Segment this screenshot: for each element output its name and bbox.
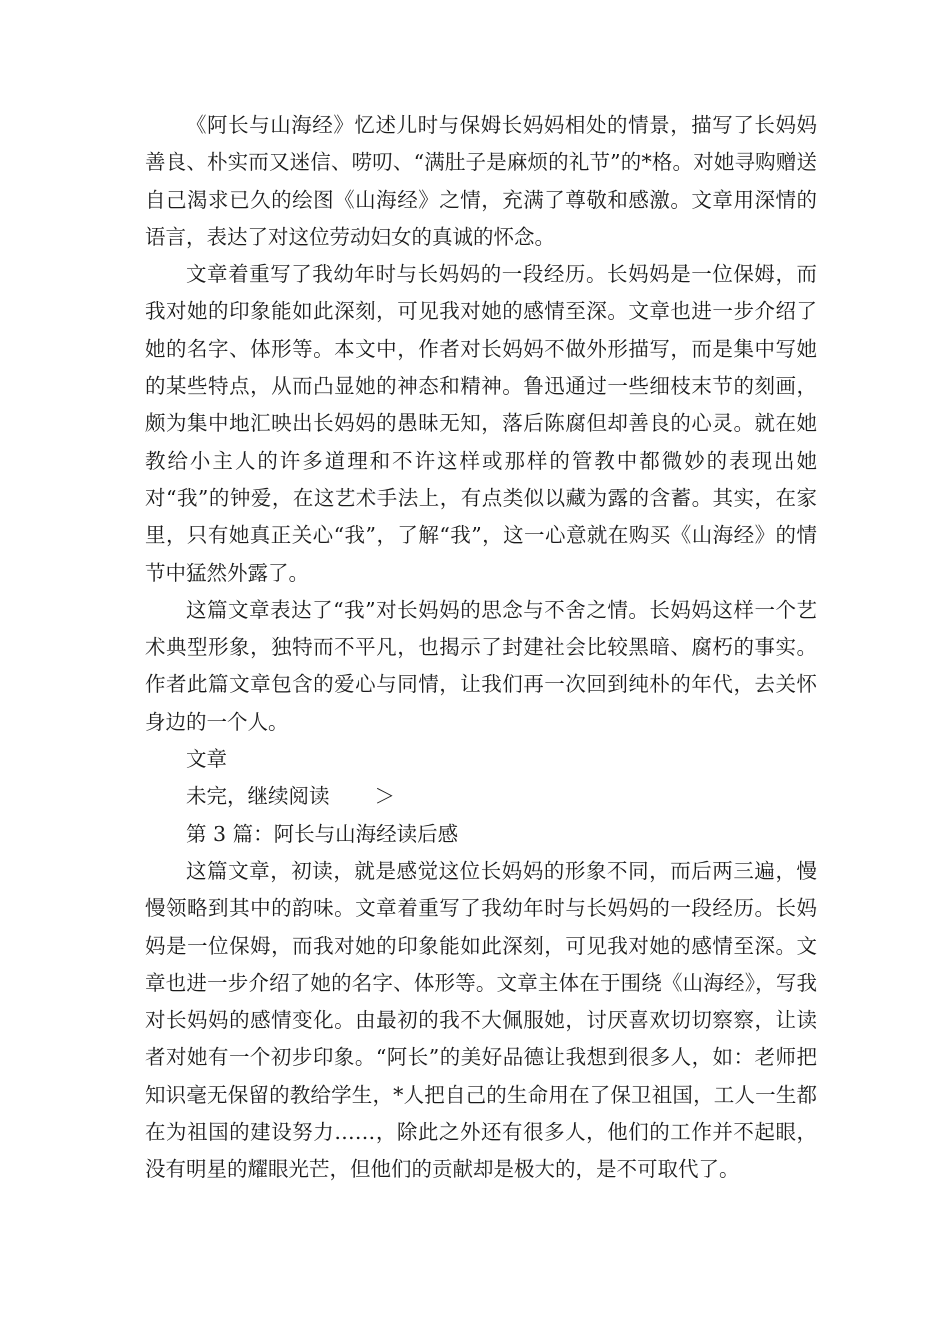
chevron-right-icon: ＞ [374,784,395,809]
article-body [145,107,817,1189]
article-label: 文章 [186,747,227,772]
section-title: 第 3 篇：阿长与山海经读后感 [186,821,459,846]
paragraph-theme: 这篇文章表达了“我”对长妈妈的思念与不舍之情。长妈妈这样一个艺术典型形象，独特而不平凡，也揭示了封建社会比较黑暗、腐朽的事实。作者此篇文章包含的爱心与同情，让我们再一次回到纯朴的年代，去关怀身边的一个人。 [145,597,817,734]
read-more-link[interactable] [145,778,817,815]
paragraph-summary: 《阿长与山海经》忆述儿时与保姆长妈妈相处的情景，描写了长妈妈善良、朴实而又迷信、唠叨、“满肚子是麻烦的礼节”的*格。对她寻购赠送自己渴求已久的绘图《山海经》之情，充满了尊敬和感激。文章用深情的语言，表达了对这位劳动妇女的真诚的怀念。 [145,113,817,249]
paragraph-analysis: 文章着重写了我幼年时与长妈妈的一段经历。长妈妈是一位保姆，而我对她的印象能如此深刻，可见我对她的感情至深。文章也进一步介绍了她的名字、体形等。本文中，作者对长妈妈不做外形描写，而是集中写她的某些特点，从而凸显她的神态和精神。鲁迅通过一些细枝末节的刻画，颇为集中地汇映出长妈妈的愚昧无知，落后陈腐但却善良的心灵。就在她教给小主人的许多道理和不许这样或那样的管教中都微妙的表现出她对“我”的钟爱，在这艺术手法上，有点类似以藏为露的含蓄。其实，在家里，只有她真正关心“我”，了解“我”，这一心意就在购买《山海经》的情节中猛然外露了。 [145,262,817,585]
paragraph-reflection: 这篇文章，初读，就是感觉这位长妈妈的形象不同，而后两三遍，慢慢领略到其中的韵味。文章着重写了我幼年时与长妈妈的一段经历。长妈妈是一位保姆，而我对她的印象能如此深刻，可见我对她的感情至深。文章也进一步介绍了她的名字、体形等。文章主体在于围绕《山海经》，写我对长妈妈的感情变化。由最初的我不大佩服她，讨厌喜欢切切察察，让读者对她有一个初步印象。“阿长”的美好品德让我想到很多人，如：老师把知识毫无保留的教给学生，*人把自己的生命用在了保卫祖国，工人一生都在为祖国的建设努力……，除此之外还有很多人，他们的工作并不起眼，没有明星的耀眼光芒，但他们的贡献却是极大的，是不可取代了。 [145,858,817,1182]
read-more-text: 未完，继续阅读 [186,784,330,809]
